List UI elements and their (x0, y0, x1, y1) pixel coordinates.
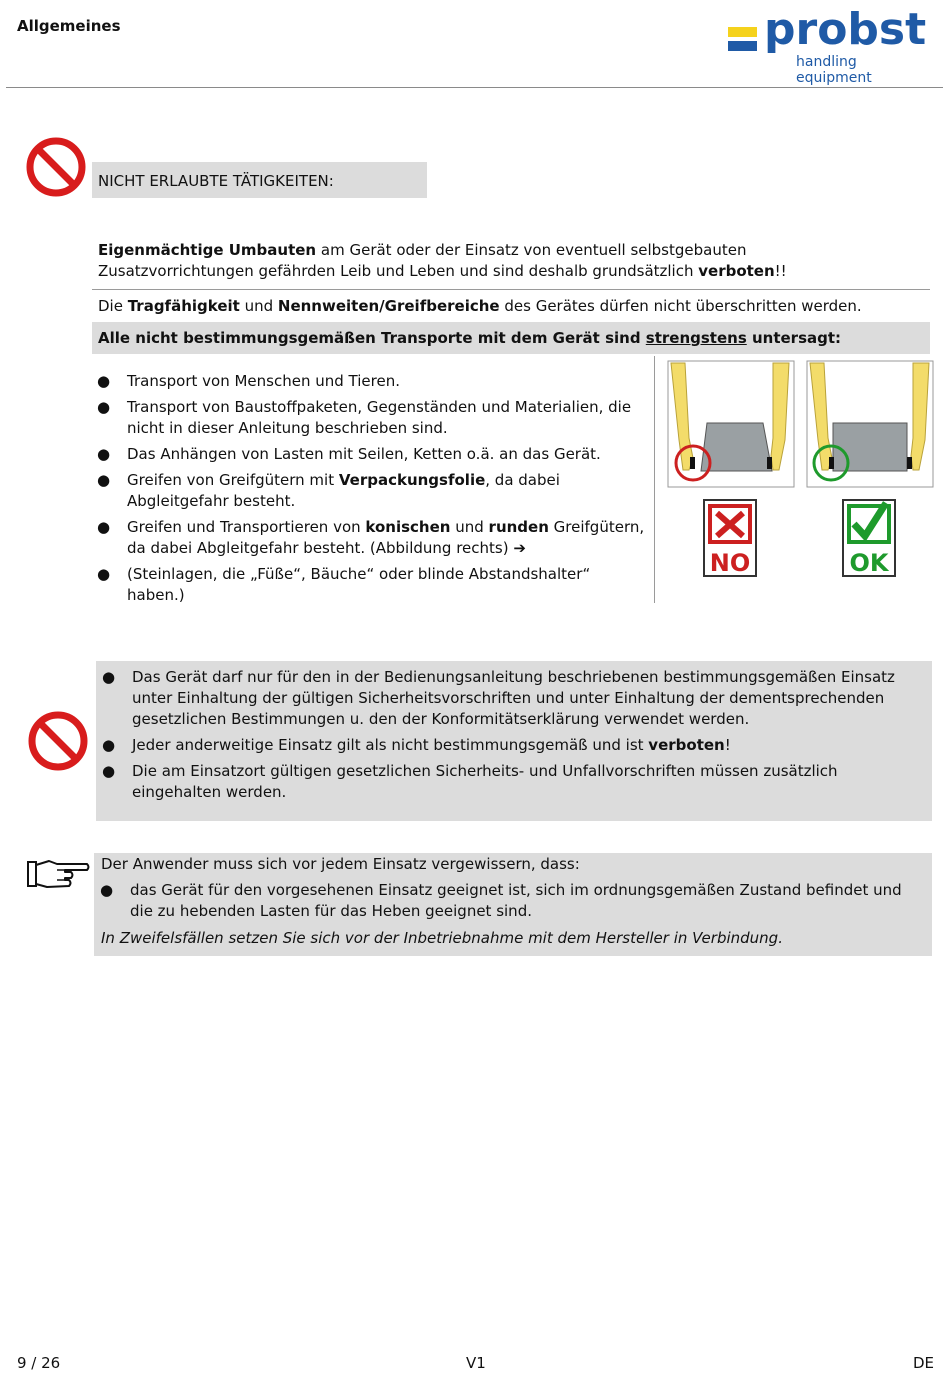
list-item-text: Das Anhängen von Lasten mit Seilen, Ketten o.ä. an das Gerät. (127, 445, 601, 463)
text: Greifgütern, da dabei Abgleitgefahr besteht. (Abbildung rechts) ➔ (127, 518, 645, 557)
text: Greifen von Greifgütern mit (127, 471, 339, 489)
bullet: ● (97, 445, 111, 463)
bullet: ● (97, 471, 111, 489)
bullet: ● (97, 398, 111, 416)
text-underlined: strengstens (645, 329, 747, 347)
text: und (239, 297, 278, 315)
list-item-text: Das Gerät darf nur für den in der Bedienungsanleitung beschriebenen bestimmungsgemäßen Einsatz unter Einhaltung der gültigen Sicherheitsvorschriften und unter Einhaltung der dementsprechenden gesetzlichen Bestimmungen u. den der Konformitätserklärung verwendet werden. (132, 668, 895, 728)
prohibition-icon (25, 136, 87, 198)
bullet: ● (102, 668, 116, 686)
note-italic: In Zweifelsfällen setzen Sie sich vor der Inbetriebnahme mit dem Hersteller in Verbindung. (101, 929, 783, 947)
text: untersagt: (746, 329, 842, 347)
text: !! (774, 262, 787, 280)
note-list (100, 880, 926, 927)
bullet: ● (100, 881, 114, 899)
list-item-text: (Steinlagen, die „Füße“, Bäuche“ oder blinde Abstandshalter“ haben.) (127, 565, 591, 604)
text: Alle nicht bestimmungsgemäßen Transporte mit dem Gerät sind (98, 329, 646, 347)
section-title: NICHT ERLAUBTE TÄTIGKEITEN: (98, 172, 334, 190)
logo-subtitle: handling equipment (796, 54, 872, 86)
page-number: 9 / 26 (17, 1354, 61, 1372)
text: ! (724, 736, 731, 754)
text-bold: Tragfähigkeit (127, 297, 240, 315)
text: Jeder anderweitige Einsatz gilt als nicht bestimmungsgemäß und ist (132, 736, 649, 754)
list-item (97, 397, 649, 439)
text-bold: Nennweiten/Greifbereiche (277, 297, 500, 315)
text-bold: runden (488, 518, 549, 536)
paragraph-prohibited-transports (92, 322, 930, 354)
list-item-text: Die am Einsatzort gültigen gesetzlichen Sicherheits- und Unfallvorschriften müssen zusätzlich eingehalten werden. (132, 762, 838, 801)
ok-sign (843, 500, 895, 577)
bullet: ● (102, 736, 116, 754)
list-item (97, 517, 649, 559)
header-divider (6, 87, 943, 88)
section-header (92, 162, 427, 198)
list-item (102, 667, 922, 730)
bullet: ● (97, 518, 111, 536)
gripper-no-panel (668, 361, 794, 487)
probst-logo (726, 4, 936, 86)
text: am Gerät oder der Einsatz von eventuell selbstgebauten Zusatzvorrichtungen gefährden Leib und Leben und sind deshalb grundsätzlich (98, 241, 747, 280)
list-item (97, 564, 649, 606)
header-title: Allgemeines (17, 17, 121, 35)
language: DE (913, 1354, 935, 1372)
bullet: ● (97, 372, 111, 390)
text: des Gerätes dürfen nicht überschritten werden. (499, 297, 862, 315)
prohibited-transports-heading (98, 329, 841, 347)
logo-bar-yellow (728, 27, 757, 37)
list-item (100, 880, 926, 922)
text-bold: verboten (698, 262, 775, 280)
text-bold: konischen (365, 518, 451, 536)
list-item (97, 444, 649, 465)
divider (92, 289, 930, 290)
note-lead: Der Anwender muss sich vor jedem Einsatz vergewissern, dass: (101, 855, 580, 873)
list-item-text: Transport von Menschen und Tieren. (127, 372, 400, 390)
text-bold: verboten (648, 736, 725, 754)
text-bold: Eigenmächtige Umbauten (98, 241, 317, 259)
prohibition-icon (27, 710, 89, 772)
gripper-ok-panel (807, 361, 933, 487)
list-item (102, 761, 922, 803)
text: und (450, 518, 489, 536)
list-item (102, 735, 922, 756)
logo-word: probst (764, 4, 927, 55)
version: V1 (466, 1354, 486, 1372)
pointing-hand-icon (27, 856, 91, 892)
no-label: NO (709, 549, 751, 577)
text: Greifen und Transportieren von (127, 518, 366, 536)
text: , da dabei Abgleitgefahr besteht. (127, 471, 560, 510)
paragraph-modifications (98, 240, 888, 282)
list-item-text: das Gerät für den vorgesehenen Einsatz geeignet ist, sich im ordnungsgemäßen Zustand befindet und die zu hebenden Lasten für das Heben geeignet sind. (130, 881, 902, 920)
usage-rules-list (102, 667, 922, 808)
list-item-text: Transport von Baustoffpaketen, Gegenständen und Materialien, die nicht in dieser Anleitung beschrieben sind. (127, 398, 632, 437)
text: Die (98, 297, 128, 315)
list-item (97, 371, 649, 392)
text-bold: Verpackungsfolie (338, 471, 486, 489)
paragraph-capacity (98, 296, 862, 317)
list-item (97, 470, 649, 512)
prohibited-list (97, 371, 649, 611)
bullet: ● (102, 762, 116, 780)
gripper-illustration (667, 360, 935, 582)
no-sign (704, 500, 756, 577)
ok-label: OK (849, 549, 889, 577)
bullet: ● (97, 565, 111, 583)
logo-bar-blue (728, 41, 757, 51)
column-divider (654, 356, 655, 603)
